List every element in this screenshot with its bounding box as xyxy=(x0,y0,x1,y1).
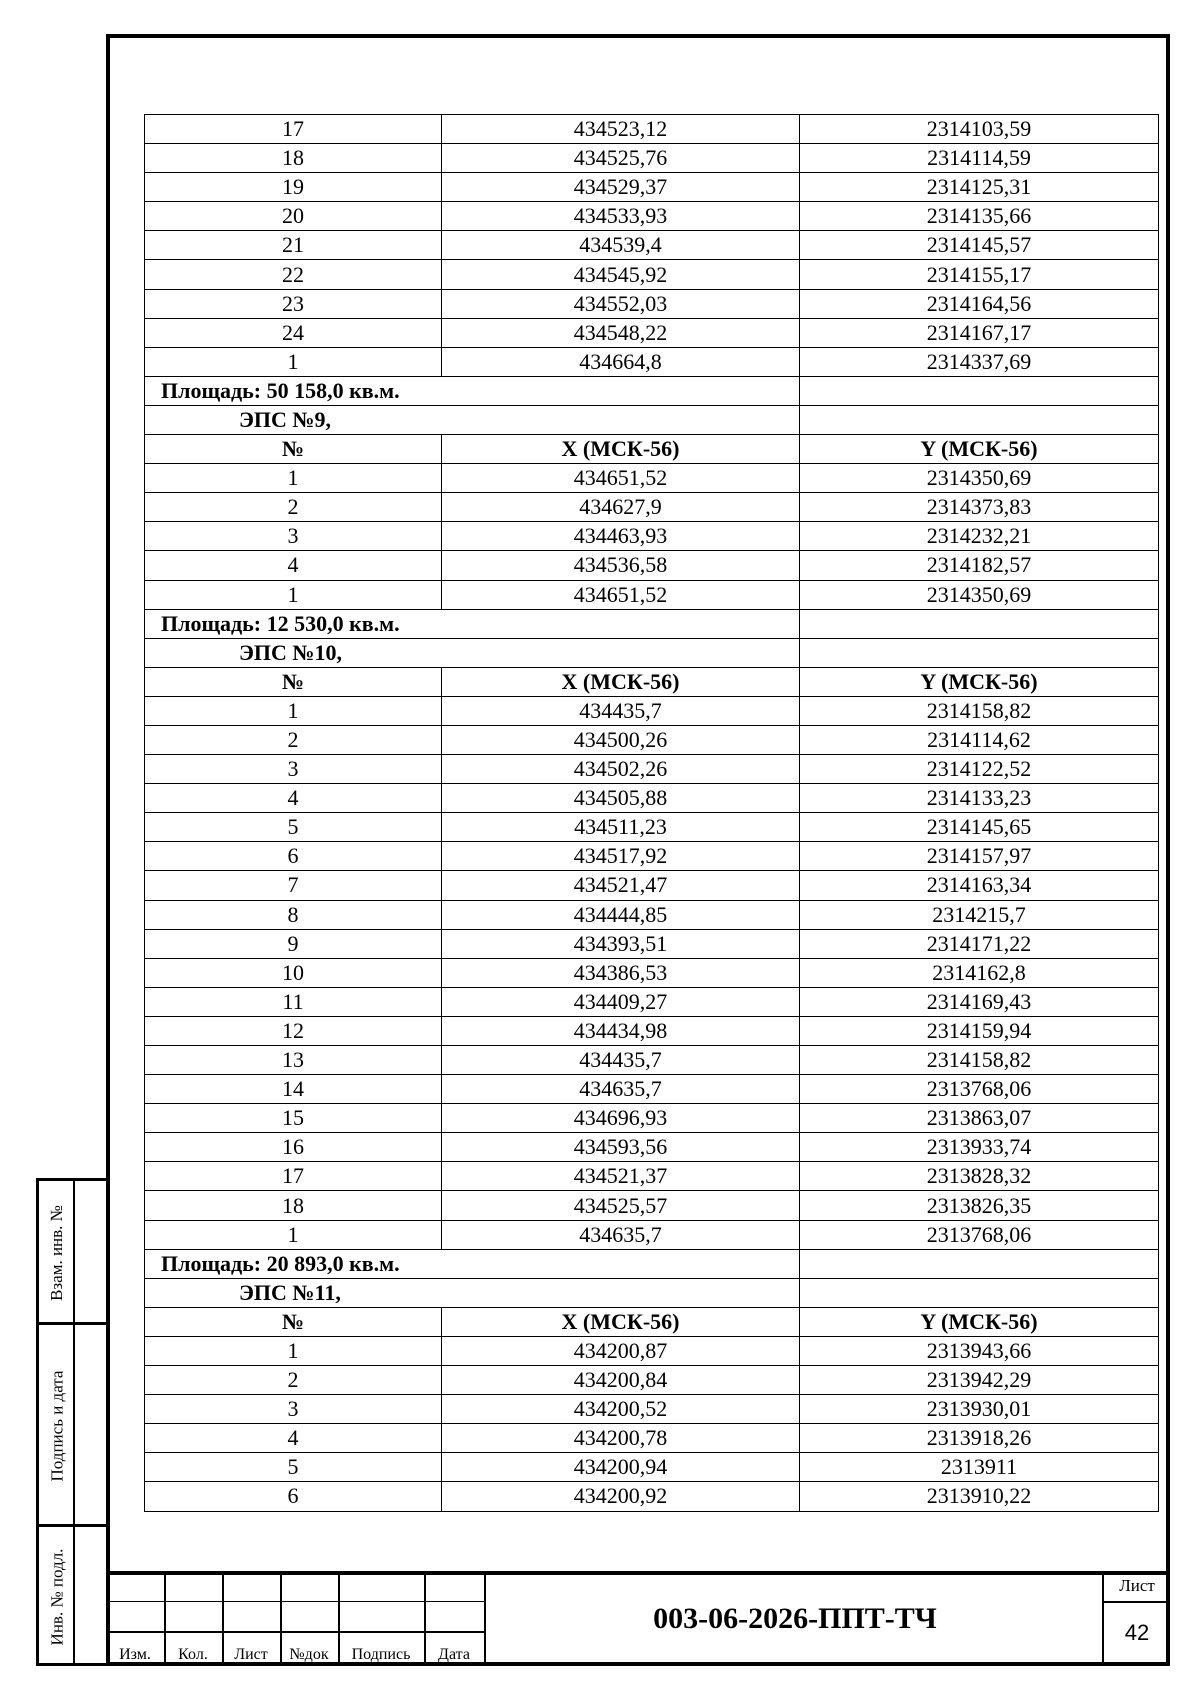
point-y: 2314182,57 xyxy=(800,551,1159,580)
table-row xyxy=(145,1395,1159,1424)
point-number: 4 xyxy=(145,784,442,813)
table-row xyxy=(145,231,1159,260)
empty-cell xyxy=(800,405,1159,434)
point-number: 4 xyxy=(145,1424,442,1453)
point-y: 2314114,59 xyxy=(800,144,1159,173)
margin-stamp xyxy=(36,1178,106,1666)
point-y: 2314171,22 xyxy=(800,929,1159,958)
header-number: № xyxy=(145,1307,442,1336)
point-x: 434536,58 xyxy=(442,551,800,580)
title-block xyxy=(106,1571,1170,1666)
point-x: 434525,76 xyxy=(442,144,800,173)
point-number: 6 xyxy=(145,1482,442,1511)
point-y: 2314133,23 xyxy=(800,784,1159,813)
table-row xyxy=(145,1424,1159,1453)
table-row xyxy=(145,871,1159,900)
point-x: 434444,85 xyxy=(442,900,800,929)
eps-label: ЭПС №11, xyxy=(145,1278,800,1307)
point-y: 2313828,32 xyxy=(800,1162,1159,1191)
point-x: 434511,23 xyxy=(442,813,800,842)
point-y: 2314350,69 xyxy=(800,464,1159,493)
col-header-doc-no: №док xyxy=(289,1646,329,1663)
point-x: 434523,12 xyxy=(442,115,800,144)
area-row xyxy=(145,609,1159,638)
point-y: 2314169,43 xyxy=(800,987,1159,1016)
point-x: 434200,52 xyxy=(442,1395,800,1424)
point-number: 3 xyxy=(145,755,442,784)
point-x: 434386,53 xyxy=(442,958,800,987)
point-x: 434696,93 xyxy=(442,1104,800,1133)
point-number: 4 xyxy=(145,551,442,580)
table-row xyxy=(145,115,1159,144)
point-y: 2314167,17 xyxy=(800,318,1159,347)
point-y: 2314337,69 xyxy=(800,347,1159,376)
col-header-sheet: Лист xyxy=(234,1646,268,1663)
table-row xyxy=(145,1016,1159,1045)
header-x: X (МСК-56) xyxy=(442,1307,800,1336)
stamp-replaced-inv-label: Взам. инв. № xyxy=(47,1205,66,1301)
point-number: 14 xyxy=(145,1075,442,1104)
table-row xyxy=(145,1336,1159,1365)
table-row xyxy=(145,1191,1159,1220)
point-number: 9 xyxy=(145,929,442,958)
point-number: 10 xyxy=(145,958,442,987)
point-number: 1 xyxy=(145,696,442,725)
point-y: 2314114,62 xyxy=(800,725,1159,754)
stamp-inv-original-label: Инв. № подл. xyxy=(47,1548,66,1645)
table-row xyxy=(145,551,1159,580)
table-row xyxy=(145,1220,1159,1249)
point-x: 434500,26 xyxy=(442,725,800,754)
point-number: 21 xyxy=(145,231,442,260)
eps-row xyxy=(145,405,1159,434)
empty-cell xyxy=(800,638,1159,667)
point-x: 434409,27 xyxy=(442,987,800,1016)
point-y: 2314232,21 xyxy=(800,522,1159,551)
point-y: 2313863,07 xyxy=(800,1104,1159,1133)
area-row xyxy=(145,376,1159,405)
table-header-row xyxy=(145,667,1159,696)
point-x: 434627,9 xyxy=(442,493,800,522)
point-number: 11 xyxy=(145,987,442,1016)
point-x: 434502,26 xyxy=(442,755,800,784)
point-number: 22 xyxy=(145,260,442,289)
point-number: 2 xyxy=(145,725,442,754)
point-y: 2314135,66 xyxy=(800,202,1159,231)
point-x: 434664,8 xyxy=(442,347,800,376)
table-row xyxy=(145,1453,1159,1482)
eps-label: ЭПС №10, xyxy=(145,638,800,667)
col-header-date: Дата xyxy=(438,1646,470,1663)
coordinates-table xyxy=(144,114,1159,1512)
point-number: 12 xyxy=(145,1016,442,1045)
point-x: 434505,88 xyxy=(442,784,800,813)
table-row xyxy=(145,202,1159,231)
table-row xyxy=(145,464,1159,493)
point-number: 1 xyxy=(145,1220,442,1249)
table-row xyxy=(145,1046,1159,1075)
eps-row xyxy=(145,1278,1159,1307)
table-row xyxy=(145,755,1159,784)
point-y: 2314145,65 xyxy=(800,813,1159,842)
point-x: 434435,7 xyxy=(442,1046,800,1075)
point-y: 2314158,82 xyxy=(800,696,1159,725)
point-number: 1 xyxy=(145,1336,442,1365)
point-x: 434435,7 xyxy=(442,696,800,725)
revision-grid xyxy=(106,1571,484,1666)
table-row xyxy=(145,522,1159,551)
point-number: 20 xyxy=(145,202,442,231)
point-x: 434525,57 xyxy=(442,1191,800,1220)
eps-row xyxy=(145,638,1159,667)
point-x: 434521,37 xyxy=(442,1162,800,1191)
point-x: 434200,94 xyxy=(442,1453,800,1482)
point-y: 2314122,52 xyxy=(800,755,1159,784)
point-y: 2314158,82 xyxy=(800,1046,1159,1075)
area-label: Площадь: 50 158,0 кв.м. xyxy=(145,376,800,405)
point-x: 434545,92 xyxy=(442,260,800,289)
table-header-row xyxy=(145,1307,1159,1336)
point-y: 2314103,59 xyxy=(800,115,1159,144)
table-row xyxy=(145,900,1159,929)
table-row xyxy=(145,1366,1159,1395)
table-row xyxy=(145,580,1159,609)
point-x: 434539,4 xyxy=(442,231,800,260)
point-number: 1 xyxy=(145,580,442,609)
empty-cell xyxy=(800,1249,1159,1278)
document-code: 003-06-2026-ППТ-ТЧ xyxy=(484,1571,1104,1666)
point-number: 2 xyxy=(145,493,442,522)
table-row xyxy=(145,696,1159,725)
point-x: 434200,87 xyxy=(442,1336,800,1365)
point-y: 2314157,97 xyxy=(800,842,1159,871)
point-number: 23 xyxy=(145,289,442,318)
table-row xyxy=(145,958,1159,987)
point-x: 434200,92 xyxy=(442,1482,800,1511)
table-row xyxy=(145,260,1159,289)
point-y: 2314373,83 xyxy=(800,493,1159,522)
point-x: 434200,84 xyxy=(442,1366,800,1395)
point-y: 2314145,57 xyxy=(800,231,1159,260)
point-y: 2314159,94 xyxy=(800,1016,1159,1045)
header-y: Y (МСК-56) xyxy=(800,667,1159,696)
sheet-label: Лист xyxy=(1104,1571,1170,1603)
point-x: 434200,78 xyxy=(442,1424,800,1453)
table-row xyxy=(145,1075,1159,1104)
point-y: 2313910,22 xyxy=(800,1482,1159,1511)
area-row xyxy=(145,1249,1159,1278)
point-x: 434548,22 xyxy=(442,318,800,347)
point-x: 434651,52 xyxy=(442,580,800,609)
point-number: 17 xyxy=(145,1162,442,1191)
point-x: 434529,37 xyxy=(442,173,800,202)
point-number: 2 xyxy=(145,1366,442,1395)
point-x: 434593,56 xyxy=(442,1133,800,1162)
point-number: 13 xyxy=(145,1046,442,1075)
point-x: 434517,92 xyxy=(442,842,800,871)
point-x: 434434,98 xyxy=(442,1016,800,1045)
area-label: Площадь: 12 530,0 кв.м. xyxy=(145,609,800,638)
point-y: 2313942,29 xyxy=(800,1366,1159,1395)
empty-cell xyxy=(800,609,1159,638)
point-number: 5 xyxy=(145,813,442,842)
point-number: 19 xyxy=(145,173,442,202)
eps-label: ЭПС №9, xyxy=(145,405,800,434)
table-row xyxy=(145,784,1159,813)
table-row xyxy=(145,725,1159,754)
point-x: 434521,47 xyxy=(442,871,800,900)
empty-cell xyxy=(800,1278,1159,1307)
sheet-number: 42 xyxy=(1124,1619,1150,1645)
point-number: 17 xyxy=(145,115,442,144)
table-row xyxy=(145,987,1159,1016)
point-y: 2314155,17 xyxy=(800,260,1159,289)
point-y: 2314350,69 xyxy=(800,580,1159,609)
point-number: 1 xyxy=(145,464,442,493)
table-row xyxy=(145,813,1159,842)
point-y: 2313768,06 xyxy=(800,1075,1159,1104)
header-x: X (МСК-56) xyxy=(442,435,800,464)
point-y: 2314215,7 xyxy=(800,900,1159,929)
point-number: 8 xyxy=(145,900,442,929)
point-x: 434635,7 xyxy=(442,1220,800,1249)
area-label: Площадь: 20 893,0 кв.м. xyxy=(145,1249,800,1278)
sheet-box xyxy=(1102,1571,1170,1666)
point-number: 18 xyxy=(145,1191,442,1220)
point-number: 16 xyxy=(145,1133,442,1162)
point-y: 2314162,8 xyxy=(800,958,1159,987)
point-number: 5 xyxy=(145,1453,442,1482)
col-header-signature: Подпись xyxy=(351,1646,411,1663)
point-x: 434393,51 xyxy=(442,929,800,958)
table-header-row xyxy=(145,435,1159,464)
point-x: 434651,52 xyxy=(442,464,800,493)
coordinates-table-body xyxy=(145,115,1159,1512)
table-row xyxy=(145,144,1159,173)
point-y: 2314164,56 xyxy=(800,289,1159,318)
point-x: 434463,93 xyxy=(442,522,800,551)
header-y: Y (МСК-56) xyxy=(800,1307,1159,1336)
point-number: 7 xyxy=(145,871,442,900)
point-x: 434635,7 xyxy=(442,1075,800,1104)
header-x: X (МСК-56) xyxy=(442,667,800,696)
table-row xyxy=(145,842,1159,871)
point-y: 2313943,66 xyxy=(800,1336,1159,1365)
point-x: 434552,03 xyxy=(442,289,800,318)
point-y: 2313911 xyxy=(800,1453,1159,1482)
point-y: 2313930,01 xyxy=(800,1395,1159,1424)
point-number: 18 xyxy=(145,144,442,173)
point-x: 434533,93 xyxy=(442,202,800,231)
header-number: № xyxy=(145,435,442,464)
point-y: 2313826,35 xyxy=(800,1191,1159,1220)
point-y: 2314125,31 xyxy=(800,173,1159,202)
header-y: Y (МСК-56) xyxy=(800,435,1159,464)
stamp-signature-date-label: Подпись и дата xyxy=(47,1370,66,1482)
empty-cell xyxy=(800,376,1159,405)
col-header-qty: Кол. xyxy=(178,1646,208,1663)
point-y: 2314163,34 xyxy=(800,871,1159,900)
table-row xyxy=(145,347,1159,376)
point-number: 6 xyxy=(145,842,442,871)
table-row xyxy=(145,289,1159,318)
table-row xyxy=(145,493,1159,522)
point-y: 2313768,06 xyxy=(800,1220,1159,1249)
table-row xyxy=(145,929,1159,958)
table-row xyxy=(145,1482,1159,1511)
header-number: № xyxy=(145,667,442,696)
table-row xyxy=(145,1104,1159,1133)
point-number: 1 xyxy=(145,347,442,376)
table-row xyxy=(145,1133,1159,1162)
point-number: 3 xyxy=(145,1395,442,1424)
point-y: 2313933,74 xyxy=(800,1133,1159,1162)
point-y: 2313918,26 xyxy=(800,1424,1159,1453)
point-number: 3 xyxy=(145,522,442,551)
table-row xyxy=(145,318,1159,347)
table-row xyxy=(145,173,1159,202)
point-number: 15 xyxy=(145,1104,442,1133)
col-header-change: Изм. xyxy=(119,1646,151,1663)
table-row xyxy=(145,1162,1159,1191)
point-number: 24 xyxy=(145,318,442,347)
